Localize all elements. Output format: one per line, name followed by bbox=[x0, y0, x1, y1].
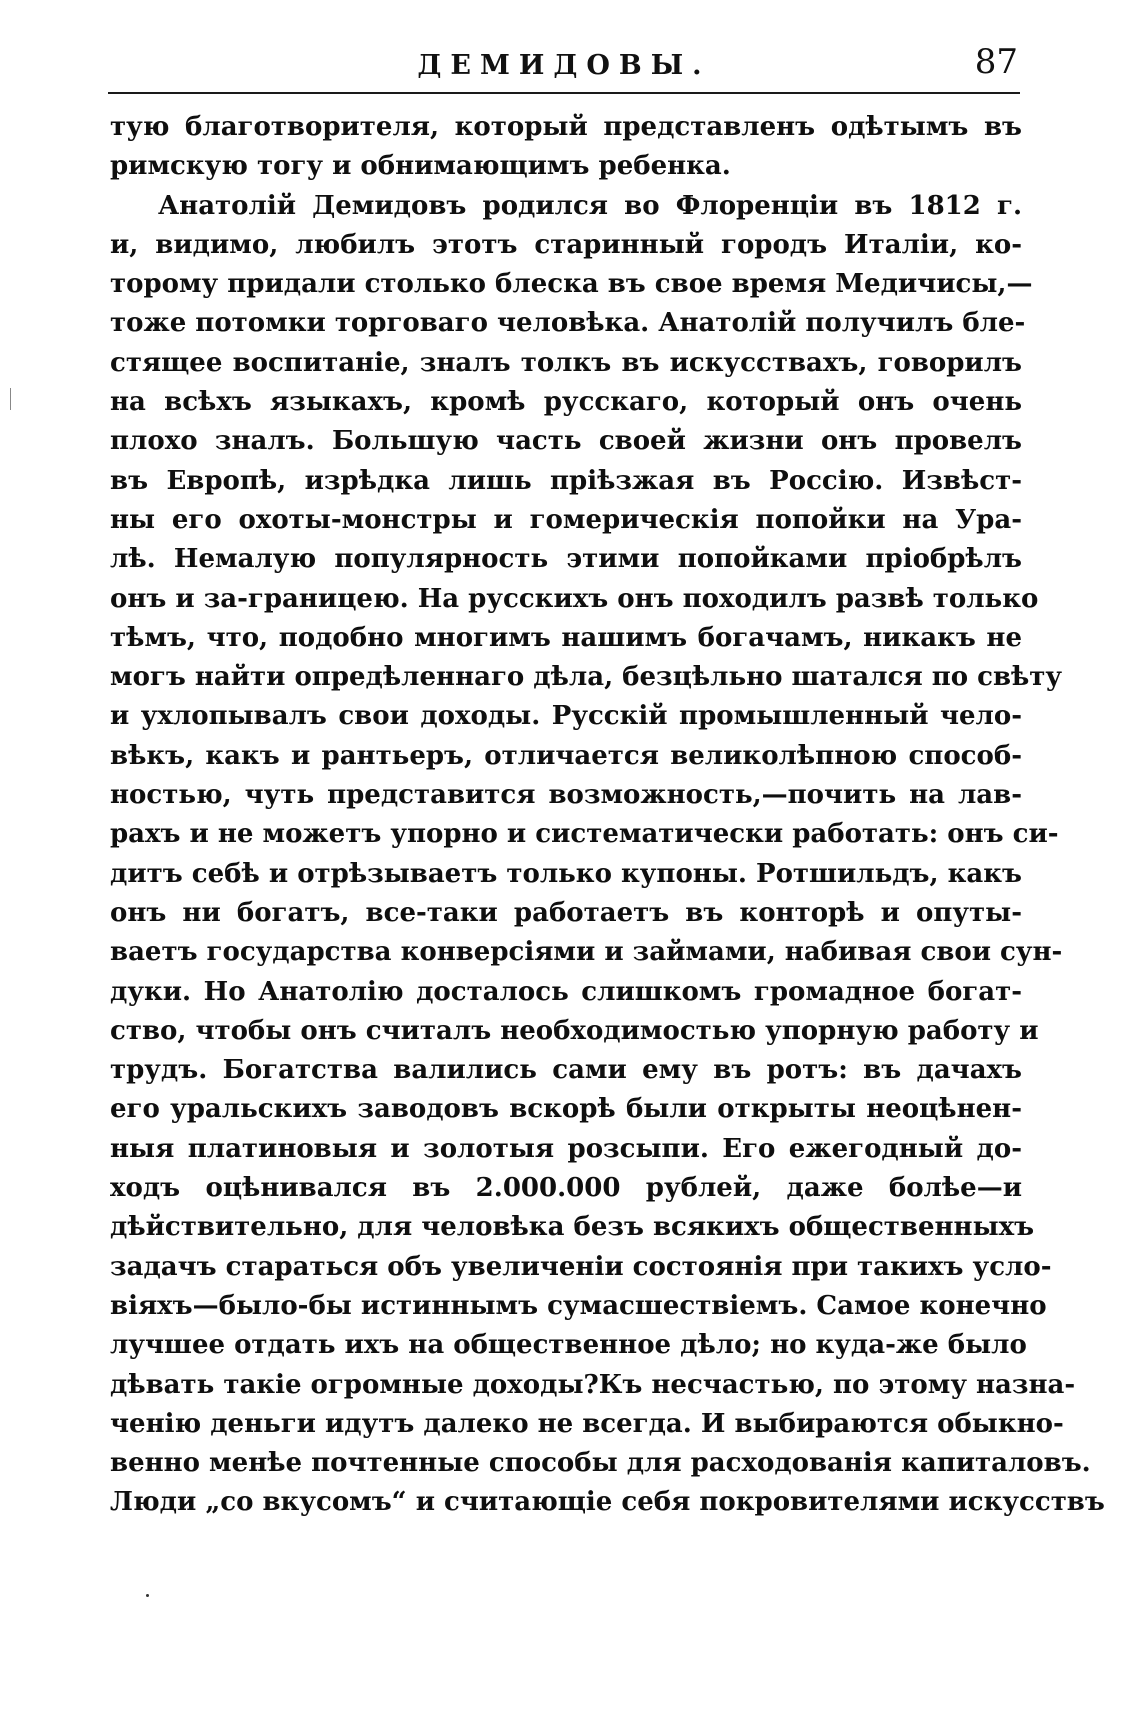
margin-scan-mark bbox=[10, 388, 11, 410]
text-line: и ухлопывалъ свои доходы. Русскій промышленный чело- bbox=[110, 701, 1022, 732]
text-line: онъ и за-границею. На русскихъ онъ походилъ развѣ только bbox=[110, 583, 1039, 614]
text-line: ство, чтобы онъ считалъ необходимостью упорную работу и bbox=[110, 1015, 1039, 1046]
body-text bbox=[110, 108, 1105, 1523]
text-line: дитъ себѣ и отрѣзываетъ только купоны. Ротшильдъ, какъ bbox=[110, 858, 1022, 889]
text-line: могъ найти опредѣленнаго дѣла, безцѣльно шатался по свѣту bbox=[110, 662, 1063, 693]
text-line: тую благотворителя, который представленъ одѣтымъ въ bbox=[110, 112, 1022, 142]
text-line: ваетъ государства конверсіями и займами, набивая свои сун- bbox=[110, 937, 1063, 968]
text-line: онъ ни богатъ, все-таки работаетъ въ конторѣ и опуты- bbox=[110, 897, 1022, 928]
text-line: рахъ и не можетъ упорно и систематически работать: онъ си- bbox=[110, 819, 1059, 850]
text-line: стящее воспитаніе, зналъ толкъ въ искусствахъ, говорилъ bbox=[110, 347, 1022, 378]
text-line: ны его охоты-монстры и гомерическія попойки на Ура- bbox=[110, 504, 1022, 535]
text-line: плохо зналъ. Большую часть своей жизни онъ провелъ bbox=[110, 426, 1022, 457]
text-line: лучшее отдать ихъ на общественное дѣло; но куда-же было bbox=[110, 1330, 1027, 1361]
text-line: ченію деньги идутъ далеко не всегда. И выбираются обыкно- bbox=[110, 1408, 1064, 1439]
running-title: ДЕМИДОВЫ. bbox=[417, 50, 711, 81]
text-line: ходъ оцѣнивался въ 2.000.000 рублей, даже болѣе—и bbox=[110, 1173, 1022, 1204]
text-line: дуки. Но Анатолію досталось слишкомъ громадное богат- bbox=[110, 976, 1022, 1007]
text-line: тоже потомки торговаго человѣка. Анатолій получилъ бле- bbox=[110, 308, 1026, 339]
text-line: задачъ стараться объ увеличеніи состоянія при такихъ усло- bbox=[110, 1251, 1052, 1282]
text-line: и, видимо, любилъ этотъ старинный городъ Италіи, ко- bbox=[110, 229, 1022, 260]
page-number: 87 bbox=[974, 42, 1018, 82]
text-line: лѣ. Немалую популярность этими попойками пріобрѣлъ bbox=[110, 544, 1022, 575]
page-header bbox=[108, 36, 1020, 94]
text-line: вѣкъ, какъ и рантьеръ, отличается великолѣпною способ- bbox=[110, 740, 1022, 771]
text-line: дѣвать такіе огромные доходы?Къ несчастью, по этому назна- bbox=[110, 1369, 1076, 1400]
text-line: ныя платиновыя и золотыя розсыпи. Его ежегодный до- bbox=[110, 1133, 1022, 1164]
text-line: венно менѣе почтенные способы для расходованія капиталовъ. bbox=[110, 1448, 1091, 1479]
text-line: тѣмъ, что, подобно многимъ нашимъ богачамъ, никакъ не bbox=[110, 622, 1022, 653]
text-line: трудъ. Богатства валились сами ему въ ротъ: въ дачахъ bbox=[110, 1055, 1022, 1086]
ink-speck bbox=[146, 1594, 149, 1597]
text-line: торому придали столько блеска въ свое время Медичисы,— bbox=[110, 269, 1033, 300]
text-line: Люди „со вкусомъ“ и считающіе себя покровителями искусствъ bbox=[110, 1487, 1105, 1518]
text-line: на всѣхъ языкахъ, кромѣ русскаго, который онъ очень bbox=[110, 387, 1022, 418]
text-line: римскую тогу и обнимающимъ ребенка. bbox=[110, 151, 731, 182]
text-line: ностью, чуть представится возможность,—почить на лав- bbox=[110, 780, 1022, 811]
text-line: Анатолій Демидовъ родился во Флоренціи въ 1812 г. bbox=[158, 190, 1022, 221]
text-line: его уральскихъ заводовъ вскорѣ были открыты неоцѣнен- bbox=[110, 1094, 1022, 1125]
text-line: въ Европѣ, изрѣдка лишь пріѣзжая въ Россію. Извѣст- bbox=[110, 465, 1022, 496]
text-line: дѣйствительно, для человѣка безъ всякихъ общественныхъ bbox=[110, 1212, 1035, 1243]
text-line: віяхъ—было-бы истиннымъ сумасшествіемъ. Самое конечно bbox=[110, 1290, 1047, 1321]
